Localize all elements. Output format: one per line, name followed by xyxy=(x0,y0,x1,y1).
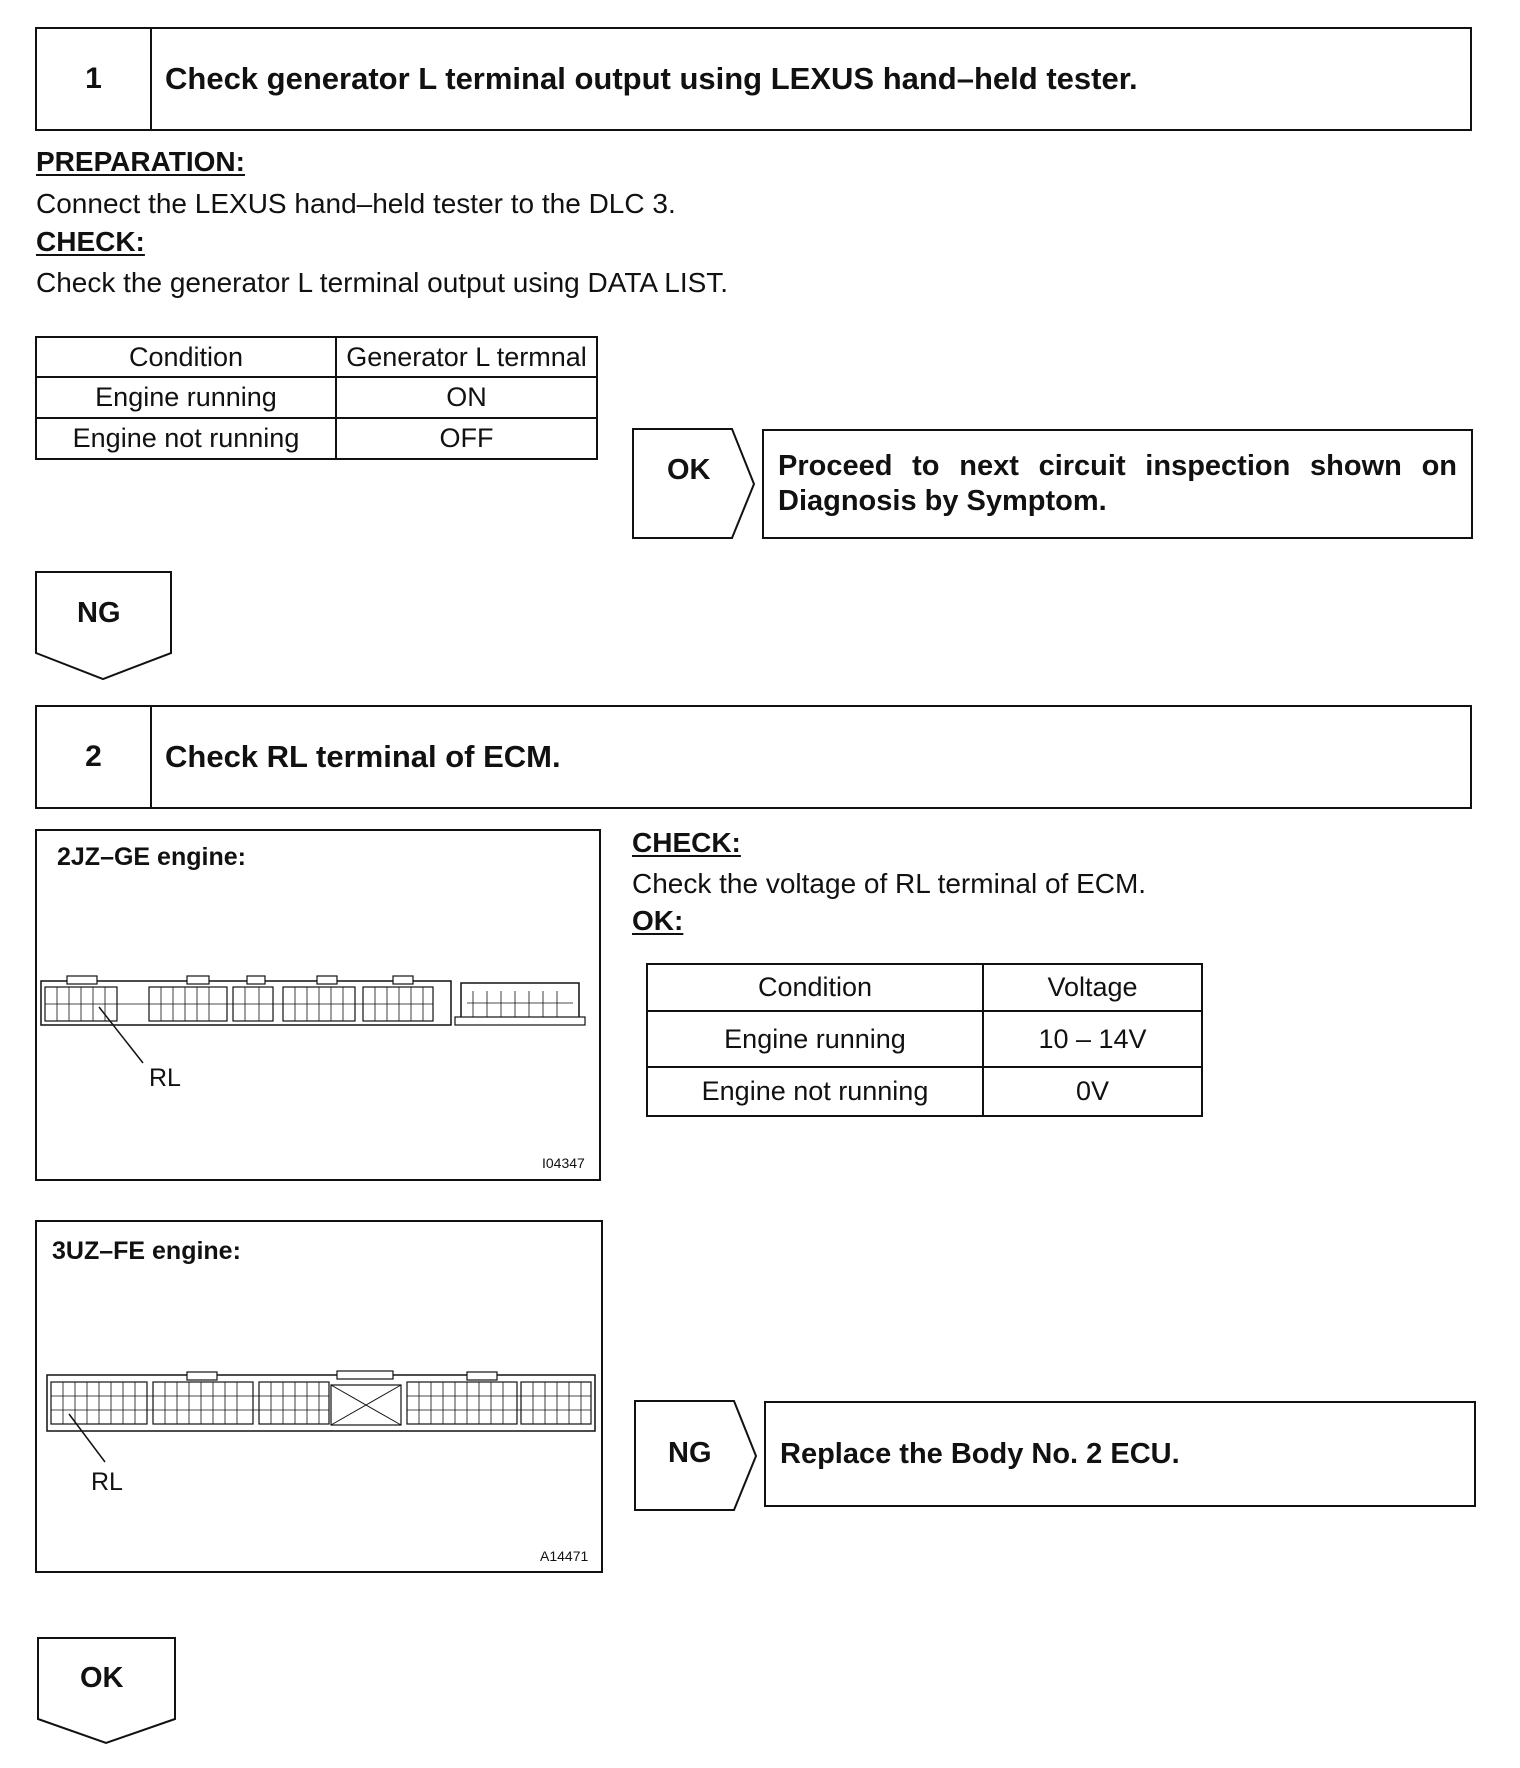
check-text: Check the voltage of RL terminal of ECM. xyxy=(632,868,1147,899)
ok-label: OK xyxy=(80,1662,124,1694)
table-cell: Engine not running xyxy=(36,418,336,459)
table-cell: 10 – 14V xyxy=(983,1011,1202,1067)
ng-label: NG xyxy=(77,597,121,629)
ok-result-text: Proceed to next circuit inspection shown on Diagnosis by Symptom. xyxy=(778,450,1457,517)
preparation-text: Connect the LEXUS hand–held tester to the DLC 3. xyxy=(36,188,676,219)
ng-result-text: Replace the Body No. 2 ECU. xyxy=(780,1437,1180,1470)
generator-output-table xyxy=(35,336,598,460)
table-cell: ON xyxy=(336,377,597,418)
figure-code: A14471 xyxy=(540,1548,589,1564)
preparation-heading: PREPARATION: xyxy=(36,146,245,177)
step-title: Check RL terminal of ECM. xyxy=(165,739,561,774)
figure-code: I04347 xyxy=(542,1155,585,1171)
step-2-header xyxy=(35,705,1472,809)
step-number: 1 xyxy=(37,29,152,129)
table-cell: Engine running xyxy=(36,377,336,418)
step-1-header xyxy=(35,27,1472,131)
voltage-table xyxy=(646,963,1203,1117)
figure-title: 3UZ–FE engine: xyxy=(52,1237,241,1265)
step-title: Check generator L terminal output using LEXUS hand–held tester. xyxy=(165,61,1138,96)
table-cell: Engine not running xyxy=(647,1067,983,1116)
figure-2jz-ge xyxy=(35,829,601,1181)
table-cell: Engine running xyxy=(647,1011,983,1067)
table-header: Voltage xyxy=(983,964,1202,1011)
ecm-connector-icon xyxy=(37,831,599,1179)
table-header: Condition xyxy=(36,337,336,377)
figure-3uz-fe xyxy=(35,1220,603,1573)
ok-heading: OK: xyxy=(632,905,684,936)
table-cell: 0V xyxy=(983,1067,1202,1116)
ng-result-box xyxy=(764,1401,1476,1507)
table-row xyxy=(36,418,597,459)
ecm-connector-icon xyxy=(37,1222,601,1571)
check-text: Check the generator L terminal output using DATA LIST. xyxy=(36,267,729,298)
ok-label: OK xyxy=(667,454,711,486)
table-header: Condition xyxy=(647,964,983,1011)
table-header: Generator L termnal xyxy=(336,337,597,377)
step-number: 2 xyxy=(37,707,152,807)
table-row xyxy=(647,1067,1202,1116)
table-cell: OFF xyxy=(336,418,597,459)
rl-terminal-label: RL xyxy=(149,1064,181,1092)
table-row xyxy=(36,377,597,418)
table-row xyxy=(647,1011,1202,1067)
check-heading: CHECK: xyxy=(36,226,145,257)
check-heading: CHECK: xyxy=(632,827,741,858)
rl-terminal-label: RL xyxy=(91,1468,123,1496)
ng-label: NG xyxy=(668,1437,712,1469)
ok-result-box xyxy=(762,429,1473,539)
figure-title: 2JZ–GE engine: xyxy=(57,843,246,871)
